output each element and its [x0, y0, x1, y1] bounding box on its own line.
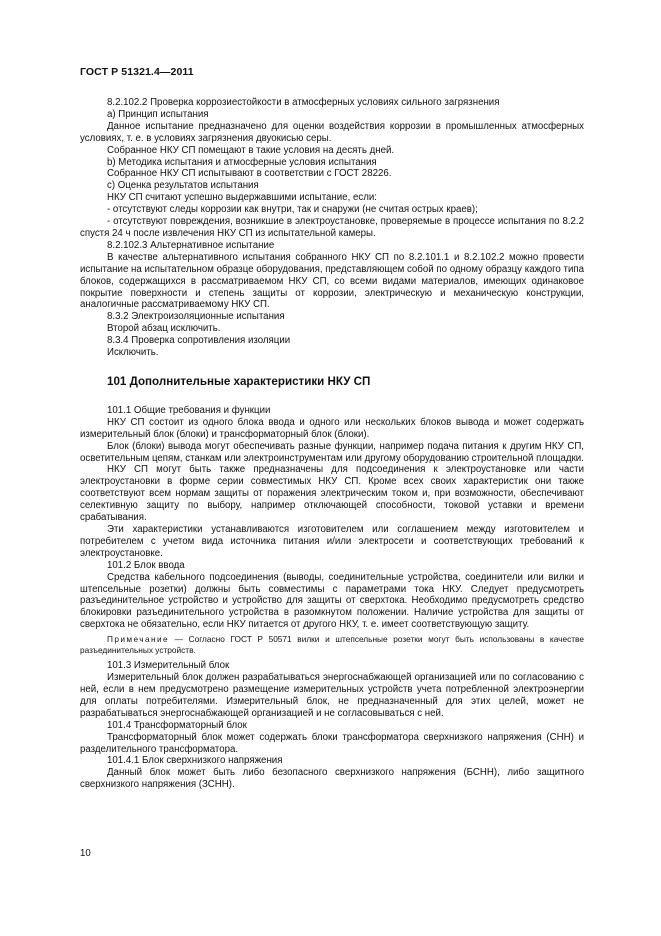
- note: [80, 634, 584, 656]
- paragraph: В качестве альтернативного испытания собранного НКУ СП по 8.2.101.1 и 8.2.102.2 можно провести испытание на испытательном образце оборудования, представляющем собой по одному образцу каждого типа блоков, содержащихся в рассматриваемом НКУ СП, со всеми видами материалов, имеющих одинаковое покрытие поверхности и степень защиты от коррозии, электрическую и механическую конструкции, аналогичные рассматриваемому НКУ СП.: [80, 251, 584, 311]
- paragraph: Эти характеристики устанавливаются изготовителем или соглашением между изготовителем и потребителем с учетом вида источника питания и/или электросети и соответствующих требований к электроустановке.: [80, 524, 584, 559]
- page-body: [80, 97, 584, 791]
- paragraph: 101.2 Блок ввода: [107, 559, 185, 571]
- paragraph: НКУ СП могут быть также предназначены для подсоединения к электроустановке или части электроустановки в форме серии совместимых НКУ СП. Кроме всех своих характеристик они также соответствуют всем нормам защиты от поражения электрическим током и, при возможности, обеспечивают селективную защиту по выбору, например отключающей способности, токовой уставки и времени срабатывания.: [80, 464, 584, 524]
- paragraph: 101.4.1 Блок сверхнизкого напряжения: [107, 755, 283, 767]
- paragraph: Измерительный блок должен разрабатываться энергоснабжающей организацией или по согласованию с ней, если в нем предусмотрено размещение измерительных устройств учета потребленной электроэнергии для оплаты потребителями. Измерительный блок, не предназначенный для этих целей, может не разрабатываться энергоснабжающей организацией и не согласовываться с ней.: [80, 672, 584, 719]
- paragraph: Исключить.: [107, 347, 159, 359]
- note-text: — Согласно ГОСТ Р 50571 вилки и штепсельные розетки могут быть использованы в качестве разъединительных устройств.: [80, 634, 584, 656]
- document-header: ГОСТ Р 51321.4—2011: [80, 66, 194, 78]
- page-number: 10: [80, 848, 91, 859]
- paragraph: а) Принцип испытания: [107, 108, 209, 120]
- paragraph: b) Методика испытания и атмосферные условия испытания: [107, 156, 377, 168]
- paragraph: Трансформаторный блок может содержать блоки трансформатора сверхнизкого напряжения (СНН) и разделительного трансформатора.: [80, 731, 584, 755]
- paragraph: с) Оценка результатов испытания: [107, 180, 259, 192]
- paragraph: Блок (блоки) вывода могут обеспечивать разные функции, например подача питания к другим НКУ СП, осветительным цепям, станкам или электроинструментам или другому оборудованию строительной площадки.: [80, 440, 584, 464]
- paragraph: 101.4 Трансформаторный блок: [107, 719, 247, 731]
- paragraph: Средства кабельного подсоединения (выводы, соединительные устройства, соединители или вилки и штепсельные розетки) должны быть совместимы с параметрами тока НКУ. Следует предусмотреть разъединительное устройство и устройство для защиты от сверхтока. Необходимо предусмотреть средство блокировки разъединительного устройства в разомкнутом положении. Наличие устройства для защиты от сверхтока не обязательно, если НКУ питается от другого НКУ, т. е. имеет соответствующую защиту.: [80, 571, 584, 631]
- paragraph: - отсутствуют повреждения, возникшие в электроустановке, проверяемые в процессе испытания по 8.2.2 спустя 24 ч после извлечения НКУ СП из испытательной камеры.: [80, 216, 584, 239]
- paragraph: 8.3.4 Проверка сопротивления изоляции: [107, 335, 291, 347]
- paragraph: Данный блок может быть либо безопасного сверхнизкого напряжения (БСНН), либо защитного сверхнизкого напряжения (ЗСНН).: [80, 767, 584, 791]
- paragraph: Собранное НКУ СП испытывают в соответствии с ГОСТ 28226.: [107, 168, 392, 180]
- paragraph: Данное испытание предназначено для оценки воздействия коррозии в промышленных атмосферных условиях, т. е. в условиях загрязнения двуокисью серы.: [80, 120, 584, 144]
- paragraph: НКУ СП состоит из одного блока ввода и одного или нескольких блоков вывода и может содержать измерительный блок (блоки) и трансформаторный блок (блоки).: [80, 416, 584, 440]
- section-title: 101 Дополнительные характеристики НКУ СП: [107, 374, 371, 388]
- paragraph: 101.1 Общие требования и функции: [107, 404, 271, 416]
- paragraph: Второй абзац исключить.: [107, 323, 221, 335]
- paragraph: 8.2.102.2 Проверка коррозиестойкости в атмосферных условиях сильного загрязнения: [107, 97, 500, 108]
- paragraph: Собранное НКУ СП помещают в такие условия на десять дней.: [107, 144, 395, 156]
- paragraph: - отсутствуют следы коррозии как внутри, так и снаружи (не считая острых краев);: [107, 204, 478, 216]
- paragraph: 101.3 Измерительный блок: [107, 660, 230, 672]
- paragraph: 8.2.102.3 Альтернативное испытание: [107, 239, 275, 251]
- note-label: Примечание: [107, 634, 170, 645]
- paragraph: НКУ СП считают успешно выдержавшими испытание, если:: [107, 192, 377, 204]
- paragraph: 8.3.2 Электроизоляционные испытания: [107, 311, 285, 323]
